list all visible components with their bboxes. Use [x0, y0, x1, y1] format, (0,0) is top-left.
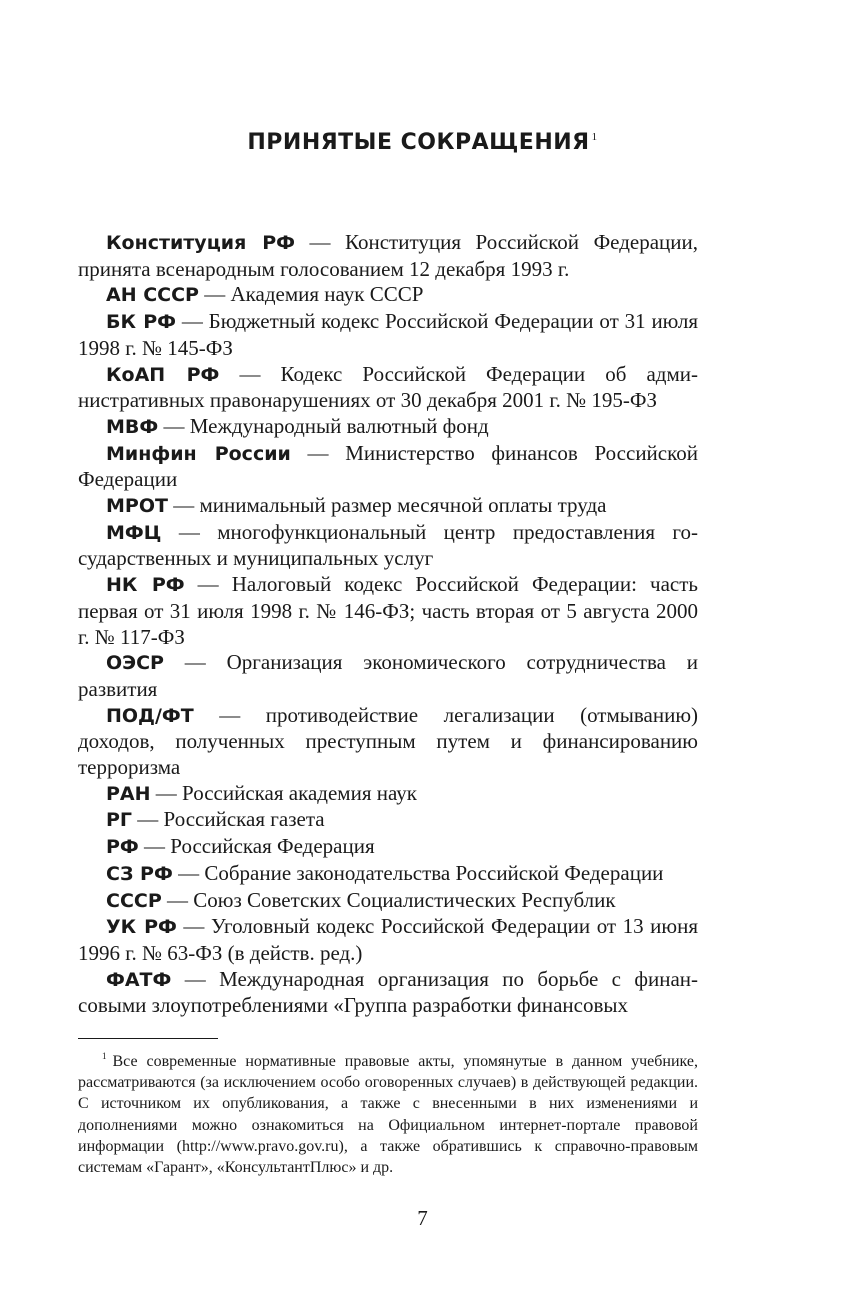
- abbreviation-entry: [78, 414, 698, 441]
- page-number: 7: [417, 1206, 428, 1230]
- abbreviation-definition: — Налоговый кодекс Российской Федерации: часть первая от 31 июля 1998 г. № 146-ФЗ; часть вторая от 5 августа 2000 г. № 117-ФЗ: [78, 572, 698, 649]
- page-heading: [0, 130, 845, 155]
- abbreviation-term: РАН: [106, 782, 151, 805]
- abbreviation-entry: [78, 572, 698, 650]
- abbreviation-definition: — Международная организация по борьбе с финансовыми злоупотреблениями «Группа разработки финансовых: [78, 966, 698, 1018]
- abbreviation-term: МФЦ: [106, 521, 162, 544]
- footnote-mark: 1: [102, 1051, 107, 1061]
- abbreviation-term: РФ: [106, 836, 139, 859]
- abbreviation-definition: — минимальный размер месячной оплаты труда: [167, 493, 607, 518]
- abbreviation-entry: [78, 520, 698, 572]
- abbreviation-entry: [78, 861, 698, 888]
- abbreviation-definition: — Российская газета: [132, 807, 325, 832]
- abbreviation-entry: [78, 650, 698, 702]
- abbreviation-definition: — Уголовный кодекс Российской Федерации от 13 июня 1996 г. № 63-ФЗ (в действ. ред.): [78, 914, 699, 965]
- abbreviation-term: УК РФ: [106, 916, 177, 939]
- abbreviation-entry: [78, 781, 698, 808]
- abbreviation-definition: — Министерство финансов Российской Федерации: [78, 440, 698, 492]
- abbreviation-entry: [78, 967, 698, 1019]
- abbreviation-list: [78, 230, 698, 1019]
- abbreviation-term: НК РФ: [106, 574, 185, 597]
- abbreviation-term: КоАП РФ: [106, 363, 220, 386]
- footnote-divider: [78, 1038, 218, 1039]
- abbreviation-definition: — Российская академия наук: [150, 780, 417, 805]
- abbreviation-definition: — противодействие легализации (отмыванию) доходов, полученных преступным путем и финансированию терроризма: [78, 702, 698, 780]
- abbreviation-term: Конституция РФ: [106, 232, 295, 254]
- abbreviation-term: МВФ: [106, 415, 159, 438]
- abbreviation-definition: — Союз Советских Социалистических Республик: [161, 887, 616, 912]
- abbreviation-definition: — Бюджетный кодекс Российской Федерации от 31 июля 1998 г. № 145-ФЗ: [78, 309, 698, 360]
- abbreviation-term: БК РФ: [106, 311, 176, 334]
- heading-text: ПРИНЯТЫЕ СОКРАЩЕНИЯ: [247, 130, 590, 155]
- abbreviation-entry: [78, 493, 698, 520]
- abbreviation-entry: [78, 309, 698, 361]
- abbreviation-definition: — Организация экономического сотрудничества и развития: [78, 650, 698, 701]
- abbreviation-entry: [78, 441, 698, 493]
- footnote: [78, 1046, 698, 1178]
- abbreviation-definition: — многофункциональный центр предоставления государственных и муниципальных услуг: [78, 519, 698, 571]
- abbreviation-definition: — Академия наук СССР: [198, 282, 424, 307]
- abbreviation-term: АН СССР: [106, 284, 199, 307]
- heading-footnote-mark: 1: [591, 131, 598, 143]
- abbreviation-term: МРОТ: [106, 495, 168, 518]
- abbreviation-entry: [78, 230, 698, 282]
- abbreviation-entry: [78, 888, 698, 915]
- abbreviation-term: РГ: [106, 809, 133, 832]
- abbreviation-entry: [78, 282, 698, 309]
- abbreviation-term: ФАТФ: [106, 968, 172, 991]
- abbreviation-term: Минфин России: [106, 442, 291, 465]
- abbreviation-definition: — Международный валютный фонд: [158, 413, 489, 438]
- abbreviation-definition: — Кодекс Российской Федерации об административных правонарушениях от 30 декабря 2001 г. № 195-ФЗ: [78, 361, 698, 413]
- abbreviation-entry: [78, 703, 698, 781]
- abbreviation-term: СССР: [106, 889, 162, 912]
- abbreviation-entry: [78, 362, 698, 414]
- abbreviation-term: ОЭСР: [106, 652, 164, 675]
- abbreviation-entry: [78, 834, 698, 861]
- abbreviation-definition: — Конституция Российской Федерации, принята всенародным голосованием 12 декабря 1993 г.: [78, 230, 698, 281]
- abbreviation-definition: — Российская Федерация: [138, 834, 375, 859]
- abbreviation-definition: — Собрание законодательства Российской Федерации: [172, 860, 664, 885]
- abbreviation-term: ПОД/ФТ: [106, 704, 194, 727]
- abbreviation-entry: [78, 914, 698, 966]
- footnote-text: Все современные нормативные правовые акты, упомянутые в данном учебнике, рассматриваются (за исключением особо оговоренных случаев) в действующей редакции. С источником их опубликования, а также с внесенными в них изменениями и дополнениями можно ознакомиться на Официальном интернет-портале правовой информации (http://www.pravo.gov.ru), а также обратившись к справочно-правовым системам «Гарант», «КонсультантПлюс» и др.: [78, 1053, 698, 1177]
- abbreviation-term: СЗ РФ: [106, 862, 173, 885]
- abbreviation-entry: [78, 807, 698, 834]
